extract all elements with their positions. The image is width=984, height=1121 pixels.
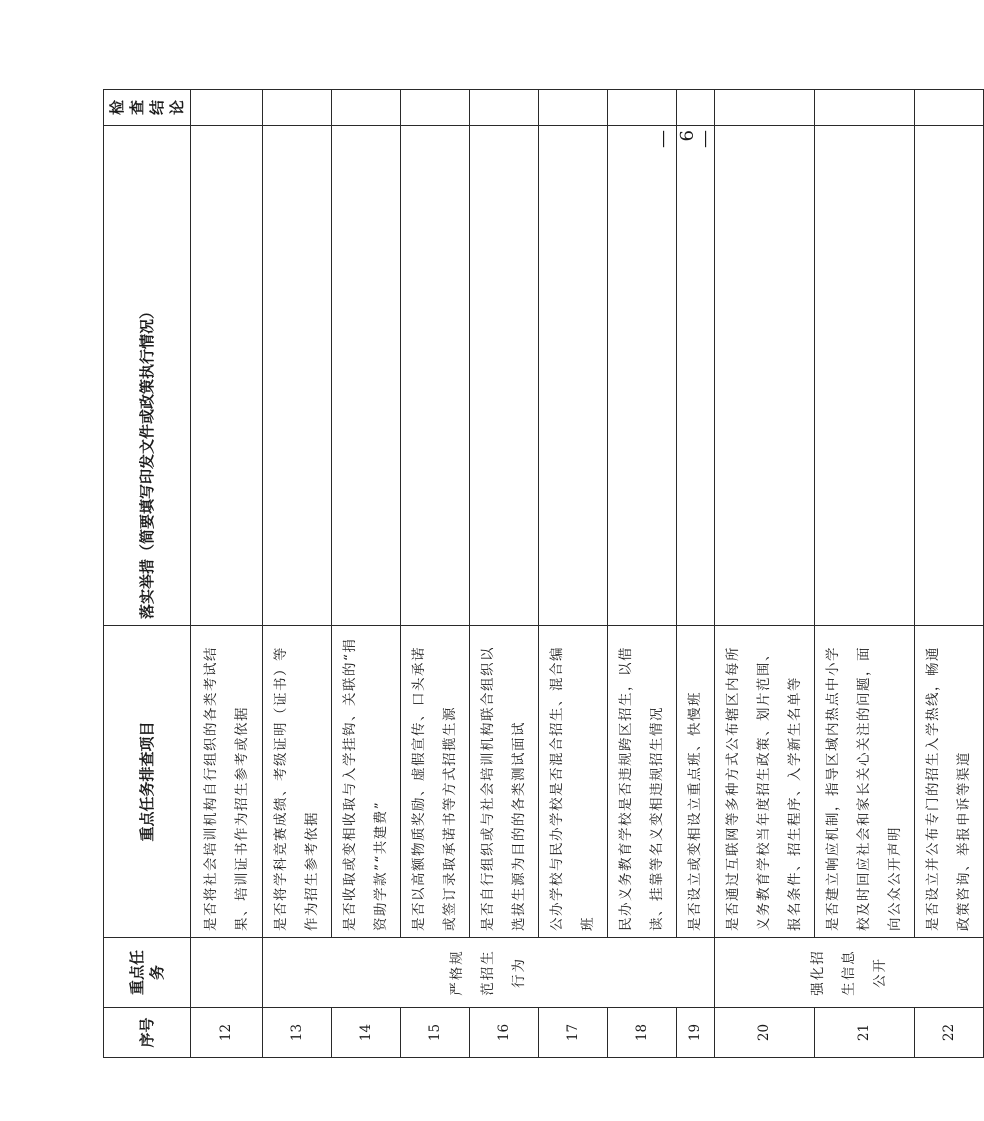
- table-header-row: [104, 90, 191, 1058]
- header-serial-number: 序号: [104, 1008, 191, 1058]
- task-cell-empty: [191, 938, 263, 1008]
- row-number: 20: [715, 1008, 815, 1058]
- row-number: 13: [263, 1008, 332, 1058]
- row-number: 12: [191, 1008, 263, 1058]
- conclusion-cell: [470, 90, 539, 126]
- header-measures: 落实举措（简要填写印发文件或政策执行情况）: [104, 126, 191, 626]
- inspection-table: [103, 89, 984, 1058]
- table-row: [539, 90, 608, 1058]
- row-number: 16: [470, 1008, 539, 1058]
- table-row: [915, 90, 984, 1058]
- task-group-regulate-enrollment: 严格规范招生行为: [263, 938, 715, 1008]
- check-item: 是否以高额物质奖励、虚假宣传、口头承诺或签订录取承诺书等方式招揽生源: [401, 626, 470, 938]
- measures-cell: [715, 126, 815, 626]
- check-item: 是否通过互联网等多种方式公布辖区内每所义务教育学校当年度招生政策、划片范围、报名条件、招生程序、入学新生名单等: [715, 626, 815, 938]
- measures-cell: [401, 126, 470, 626]
- conclusion-cell: [539, 90, 608, 126]
- row-number: 17: [539, 1008, 608, 1058]
- conclusion-cell: [332, 90, 401, 126]
- measures-cell: [470, 126, 539, 626]
- row-number: 18: [608, 1008, 677, 1058]
- header-key-task: 重点任务: [104, 938, 191, 1008]
- row-number: 21: [815, 1008, 915, 1058]
- check-item: 是否收取或变相收取与入学挂钩、关联的“捐资助学款”“共建费”: [332, 626, 401, 938]
- measures-cell: [191, 126, 263, 626]
- measures-cell: [332, 126, 401, 626]
- conclusion-cell: [401, 90, 470, 126]
- measures-cell: [677, 126, 715, 626]
- measures-cell: [915, 126, 984, 626]
- page-number: — 9 —: [654, 130, 718, 150]
- table-row: [263, 90, 332, 1058]
- check-item: 是否将学科竞赛成绩、考级证明（证书）等作为招生参考依据: [263, 626, 332, 938]
- header-check-item: 重点任务排查项目: [104, 626, 191, 938]
- conclusion-cell: [915, 90, 984, 126]
- check-item: 是否设立并公布专门的招生入学热线，畅通政策咨询、举报申诉等渠道: [915, 626, 984, 938]
- measures-cell: [608, 126, 677, 626]
- check-item: 民办义务教育学校是否违规跨区招生，以借读、挂靠等名义变相违规招生情况: [608, 626, 677, 938]
- table-row: [401, 90, 470, 1058]
- conclusion-cell: [815, 90, 915, 126]
- table-row: [715, 90, 815, 1058]
- row-number: 15: [401, 1008, 470, 1058]
- table-row: [677, 90, 715, 1058]
- measures-cell: [263, 126, 332, 626]
- table-row: [608, 90, 677, 1058]
- table-row: [332, 90, 401, 1058]
- table-row: [470, 90, 539, 1058]
- conclusion-cell: [263, 90, 332, 126]
- check-item: 公办学校与民办学校是否混合招生、混合编班: [539, 626, 608, 938]
- check-item: 是否自行组织或与社会培训机构联合组织以选拔生源为目的的各类测试面试: [470, 626, 539, 938]
- header-conclusion: 检查结论: [104, 90, 191, 126]
- conclusion-cell: [191, 90, 263, 126]
- table-row: [191, 90, 263, 1058]
- table-row: [815, 90, 915, 1058]
- check-item: 是否设立或变相设立重点班、快慢班: [677, 626, 715, 938]
- row-number: 22: [915, 1008, 984, 1058]
- task-group-info-disclosure: 强化招生信息公开: [715, 938, 984, 1008]
- check-item: 是否建立响应机制，指导区域内热点中小学校及时回应社会和家长关心关注的问题，面向公众公开声明: [815, 626, 915, 938]
- measures-cell: [539, 126, 608, 626]
- measures-cell: [815, 126, 915, 626]
- row-number: 19: [677, 1008, 715, 1058]
- check-item: 是否将社会培训机构自行组织的各类考试结果、培训证书作为招生参考或依据: [191, 626, 263, 938]
- conclusion-cell: [608, 90, 677, 126]
- rotated-table-container: [103, 90, 972, 1058]
- conclusion-cell: [715, 90, 815, 126]
- conclusion-cell: [677, 90, 715, 126]
- row-number: 14: [332, 1008, 401, 1058]
